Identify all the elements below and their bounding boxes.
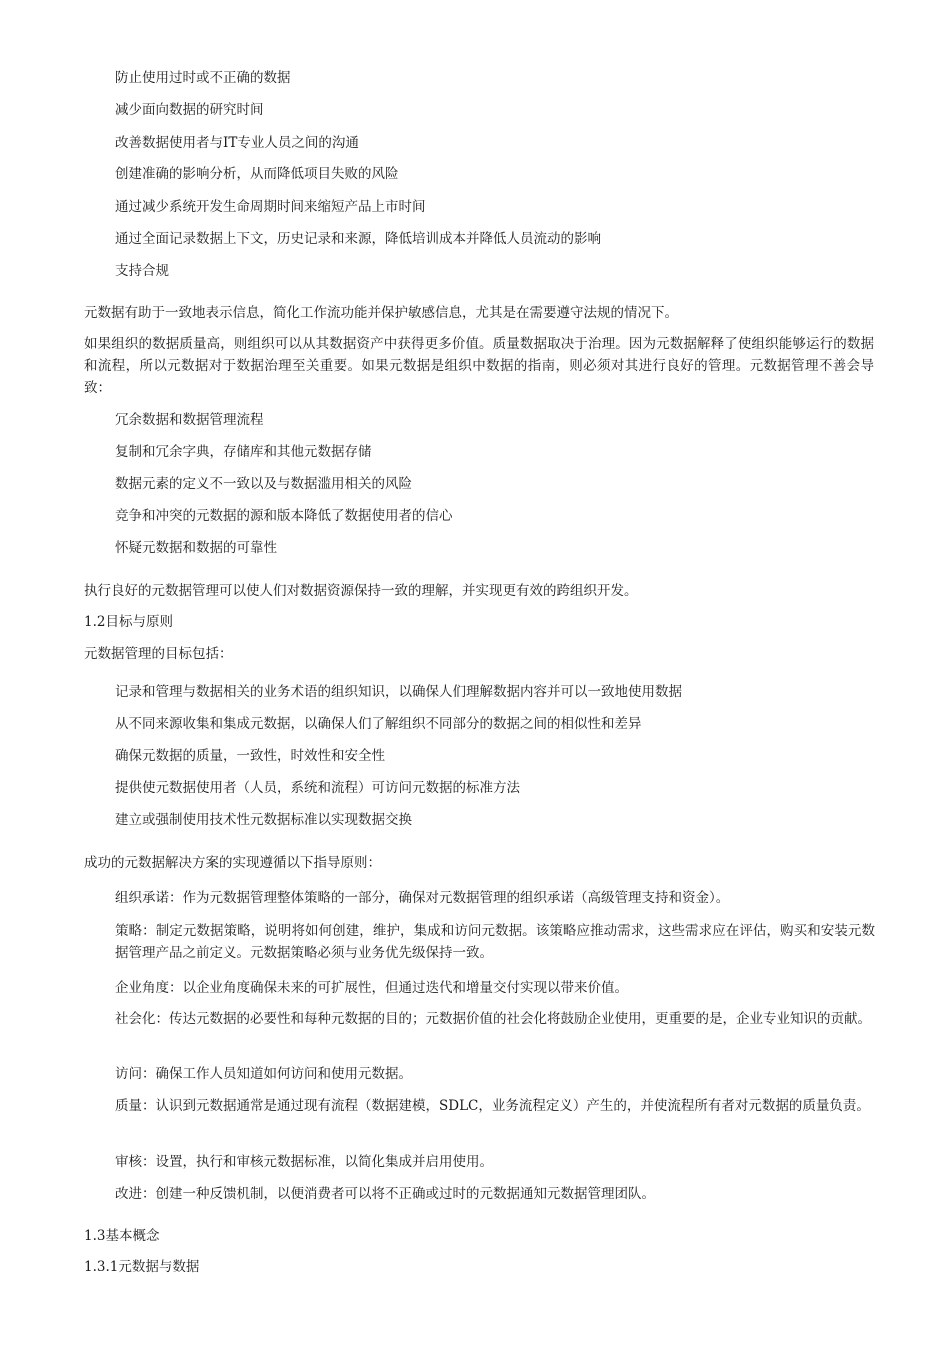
list-item: 通过减少系统开发生命周期时间来缩短产品上市时间 (115, 199, 426, 215)
list-item: 怀疑元数据和数据的可靠性 (115, 540, 277, 556)
principle-item: 质量：认识到元数据通常是通过现有流程（数据建模，SDLC，业务流程定义）产生的，并使流程所有者对元数据的质量负责。 (115, 1098, 870, 1114)
list-item: 数据元素的定义不一致以及与数据滥用相关的风险 (115, 476, 412, 492)
list-item: 防止使用过时或不正确的数据 (115, 70, 291, 86)
list-item: 改善数据使用者与IT专业人员之间的沟通 (115, 135, 359, 151)
paragraph: 元数据有助于一致地表示信息，简化工作流功能并保护敏感信息，尤其是在需要遵守法规的情况下。 (84, 305, 678, 321)
paragraph: 如果组织的数据质量高，则组织可以从其数据资产中获得更多价值。质量数据取决于治理。因为元数据解释了使组织能够运行的数据和流程，所以元数据对于数据治理至关重要。如果元数据是组织中数据的指南，则必须对其进行良好的管理。元数据管理不善会导致： (84, 336, 874, 396)
list-item: 确保元数据的质量，一致性，时效性和安全性 (115, 748, 385, 764)
list-item: 冗余数据和数据管理流程 (115, 412, 264, 428)
list-item: 减少面向数据的研究时间 (115, 102, 264, 118)
paragraph: 元数据管理的目标包括： (84, 646, 233, 662)
principle-item: 策略：制定元数据策略，说明将如何创建，维护，集成和访问元数据。该策略应推动需求，这些需求应在评估，购买和安装元数据管理产品之前定义。元数据策略必须与业务优先级保持一致。 (115, 923, 875, 961)
section-heading: 1.2目标与原则 (84, 614, 173, 630)
principle-item: 企业角度：以企业角度确保未来的可扩展性，但通过迭代和增量交付实现以带来价值。 (115, 980, 628, 996)
paragraph: 成功的元数据解决方案的实现遵循以下指导原则： (84, 855, 381, 871)
list-item: 建立或强制使用技术性元数据标准以实现数据交换 (115, 812, 412, 828)
principle-item: 改进：创建一种反馈机制，以便消费者可以将不正确或过时的元数据通知元数据管理团队。 (115, 1186, 655, 1202)
list-item: 从不同来源收集和集成元数据，以确保人们了解组织不同部分的数据之间的相似性和差异 (115, 716, 642, 732)
principle-item: 审核：设置，执行和审核元数据标准，以简化集成并启用使用。 (115, 1154, 493, 1170)
paragraph: 执行良好的元数据管理可以使人们对数据资源保持一致的理解，并实现更有效的跨组织开发。 (84, 583, 638, 599)
list-item: 支持合规 (115, 263, 169, 279)
list-item: 记录和管理与数据相关的业务术语的组织知识，以确保人们理解数据内容并可以一致地使用数据 (115, 684, 682, 700)
list-item: 创建准确的影响分析，从而降低项目失败的风险 (115, 166, 399, 182)
list-item: 提供使元数据使用者（人员，系统和流程）可访问元数据的标准方法 (115, 780, 520, 796)
principle-item: 组织承诺：作为元数据管理整体策略的一部分，确保对元数据管理的组织承诺（高级管理支持和资金）。 (115, 890, 730, 906)
list-item: 复制和冗余字典，存储库和其他元数据存储 (115, 444, 372, 460)
subsection-heading: 1.3.1元数据与数据 (84, 1259, 200, 1275)
principle-item: 访问：确保工作人员知道如何访问和使用元数据。 (115, 1066, 412, 1082)
section-heading: 1.3基本概念 (84, 1228, 160, 1244)
list-item: 竞争和冲突的元数据的源和版本降低了数据使用者的信心 (115, 508, 453, 524)
principle-item: 社会化：传达元数据的必要性和每种元数据的目的；元数据价值的社会化将鼓励企业使用，更重要的是，企业专业知识的贡献。 (115, 1011, 871, 1027)
list-item: 通过全面记录数据上下文，历史记录和来源，降低培训成本并降低人员流动的影响 (115, 231, 601, 247)
